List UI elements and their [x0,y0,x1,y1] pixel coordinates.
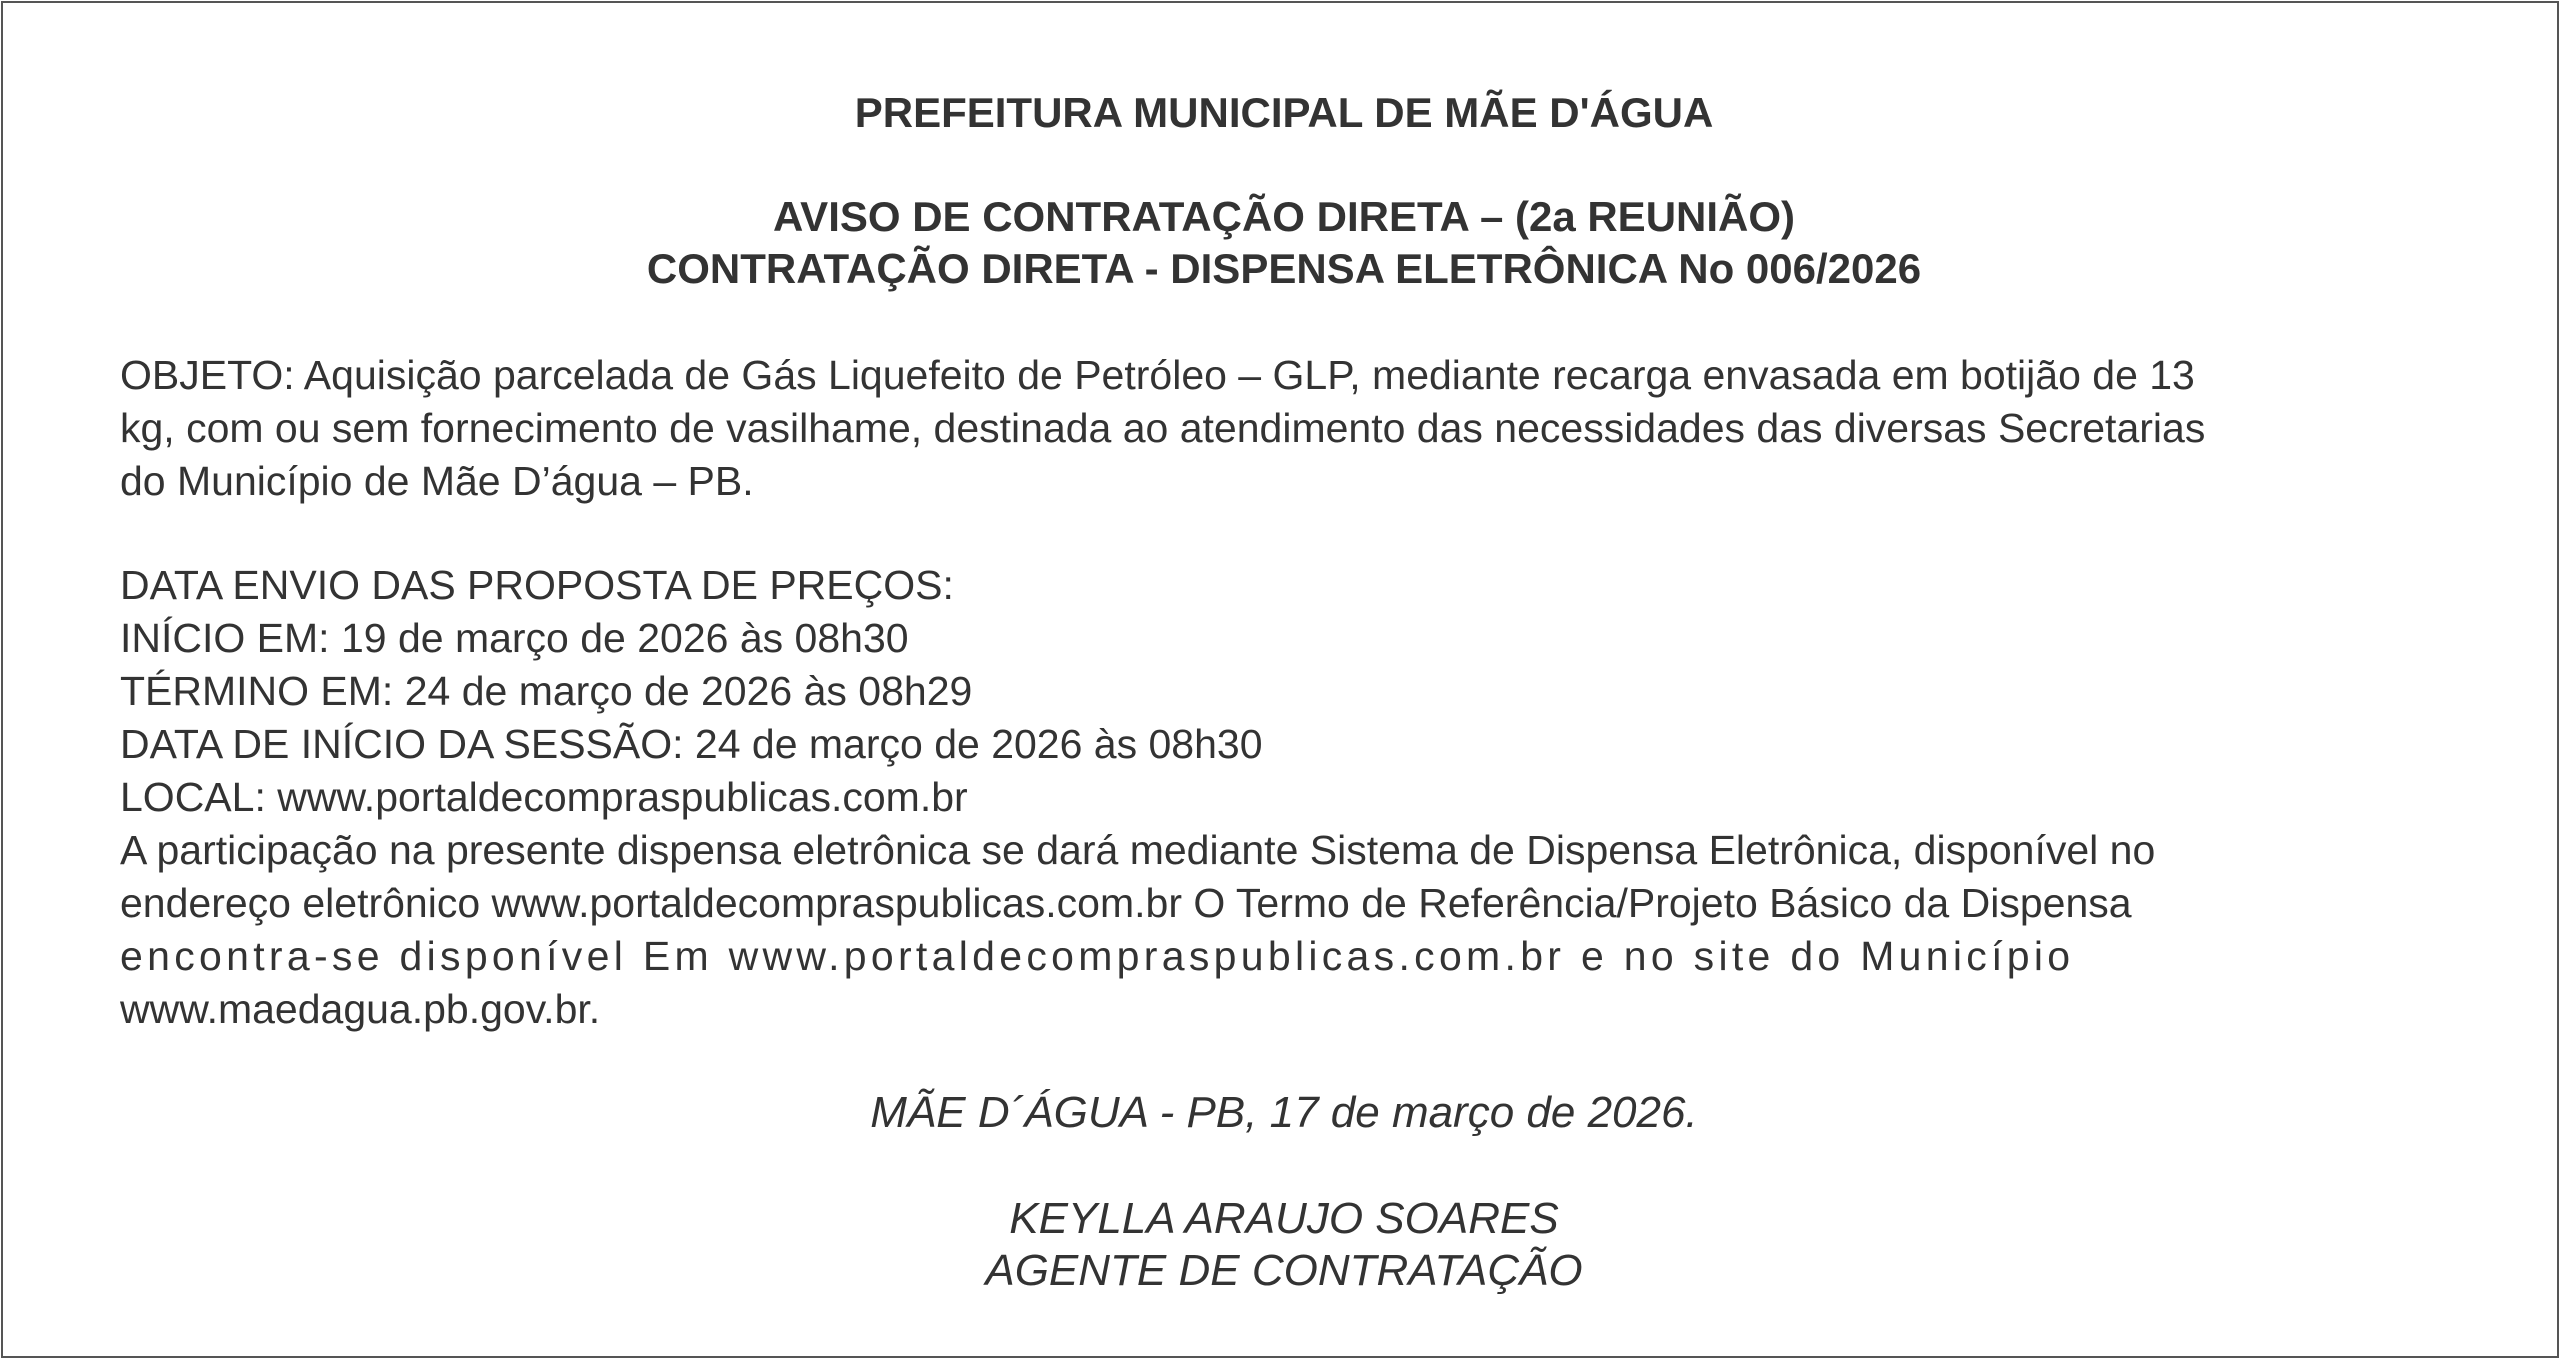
object-line: do Município de Mãe D’água – PB. [120,458,754,504]
object-paragraph [120,349,2448,508]
notice-frame [1,1,2559,1358]
participation-line: A participação na presente dispensa eletrônica se dará mediante Sistema de Dispensa Eletrônica, disponível no [120,827,2156,873]
participation-line: endereço eletrônico www.portaldecompraspublicas.com.br O Termo de Referência/Projeto Básico da Dispensa [120,880,2132,926]
schedule-end: TÉRMINO EM: 24 de março de 2026 às 08h29 [120,668,973,714]
participation-line: www.maedagua.pb.gov.br. [120,986,601,1032]
schedule-session: DATA DE INÍCIO DA SESSÃO: 24 de março de 2026 às 08h30 [120,721,1263,767]
signatory-role: AGENTE DE CONTRATAÇÃO [985,1246,1583,1295]
notice-subtitle: CONTRATAÇÃO DIRETA - DISPENSA ELETRÔNICA No 006/2026 [646,245,1922,292]
schedule-heading: DATA ENVIO DAS PROPOSTA DE PREÇOS: [120,562,954,608]
place-date: MÃE D´ÁGUA - PB, 17 de março de 2026. [870,1088,1698,1137]
object-line: kg, com ou sem fornecimento de vasilhame, destinada ao atendimento das necessidades das diversas Secretarias [120,405,2206,451]
municipality-title: PREFEITURA MUNICIPAL DE MÃE D'ÁGUA [854,89,1714,136]
notice-title: AVISO DE CONTRATAÇÃO DIRETA – (2a REUNIÃO) [772,193,1796,240]
participation-line: encontra-se disponível Em www.portaldecompraspublicas.com.br e no site do Município [120,933,2075,979]
object-line: OBJETO: Aquisição parcelada de Gás Liquefeito de Petróleo – GLP, mediante recarga envasada em botijão de 13 [120,352,2195,398]
participation-paragraph [120,824,2448,1036]
schedule-start: INÍCIO EM: 19 de março de 2026 às 08h30 [120,615,909,661]
signatory-name: KEYLLA ARAUJO SOARES [1009,1194,1559,1243]
schedule-block [120,559,2448,824]
schedule-location: LOCAL: www.portaldecompraspublicas.com.br [120,774,968,820]
